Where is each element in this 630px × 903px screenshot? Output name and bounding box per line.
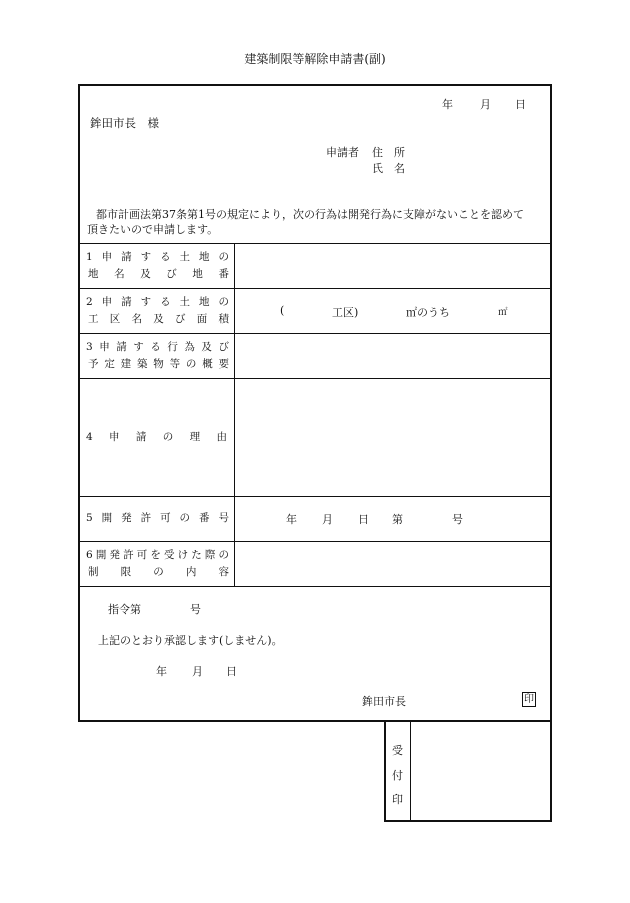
row-4-label: 4 申 請 の 理 由 [86, 431, 227, 443]
row-divider [80, 288, 550, 289]
header-date-day: 日 [515, 98, 526, 111]
row-divider [80, 333, 550, 334]
reception-stamp-box [384, 722, 552, 822]
addressee: 鉾田市長 様 [90, 116, 159, 130]
applicant-label: 申請者 [326, 146, 359, 159]
address-label: 住 所 [372, 146, 405, 159]
row-2-kouku: 工区) [332, 306, 359, 319]
approval-date-year: 年 [156, 665, 167, 678]
row-divider [80, 496, 550, 497]
reception-char-2: 付 [392, 769, 403, 782]
name-label: 氏 名 [372, 162, 405, 175]
table-bottom-border [80, 586, 550, 587]
header-date-year: 年 [442, 98, 453, 111]
row-2-label: 2 申 請 す る 土 地 の 工 区 名 及 び 面 積 [86, 296, 229, 325]
row-5-gou: 号 [452, 513, 463, 526]
order-suffix: 号 [190, 603, 201, 616]
column-divider [234, 243, 235, 586]
header-date-month: 月 [480, 98, 491, 111]
document-title: 建築制限等解除申請書(副) [244, 52, 386, 66]
approval-date-month: 月 [192, 665, 203, 678]
row-2-paren: ( [280, 304, 285, 317]
intro-line-2: 頂きたいので申請します。 [87, 223, 219, 236]
approval-statement: 上記のとおり承認します(しません)。 [98, 634, 283, 647]
mayor-label: 鉾田市長 [362, 695, 406, 708]
table-top-border [80, 243, 550, 244]
row-5-month: 月 [322, 513, 333, 526]
reception-char-1: 受 [392, 744, 403, 757]
row-3-label: 3 申 請 す る 行 為 及 び 予 定 建 築 物 等 の 概 要 [86, 341, 229, 370]
reception-char-3: 印 [392, 793, 403, 806]
row-divider [80, 541, 550, 542]
row-5-year: 年 [286, 513, 297, 526]
row-5-day: 日 [358, 513, 369, 526]
row-divider [80, 378, 550, 379]
application-form [78, 84, 552, 722]
row-6-label: 6 開 発 許 可 を 受 け た 際 の 制 限 の 内 容 [86, 549, 229, 578]
approval-date-day: 日 [226, 665, 237, 678]
row-1-label: 1 申 請 す る 土 地 の 地 名 及 び 地 番 [86, 251, 229, 280]
stamp-divider [410, 722, 411, 820]
seal-mark: 印 [524, 694, 534, 705]
row-5-label: 5 開 発 許 可 の 番 号 [86, 512, 229, 524]
row-2-area-unit: ㎡ [498, 307, 508, 318]
order-prefix: 指令第 [108, 603, 141, 616]
row-5-dai: 第 [392, 513, 403, 526]
intro-line-1: 都市計画法第37条第1号の規定により，次の行為は開発行為に支障がないことを認めて [96, 208, 524, 221]
row-2-area-of: ㎡のうち [406, 306, 450, 319]
